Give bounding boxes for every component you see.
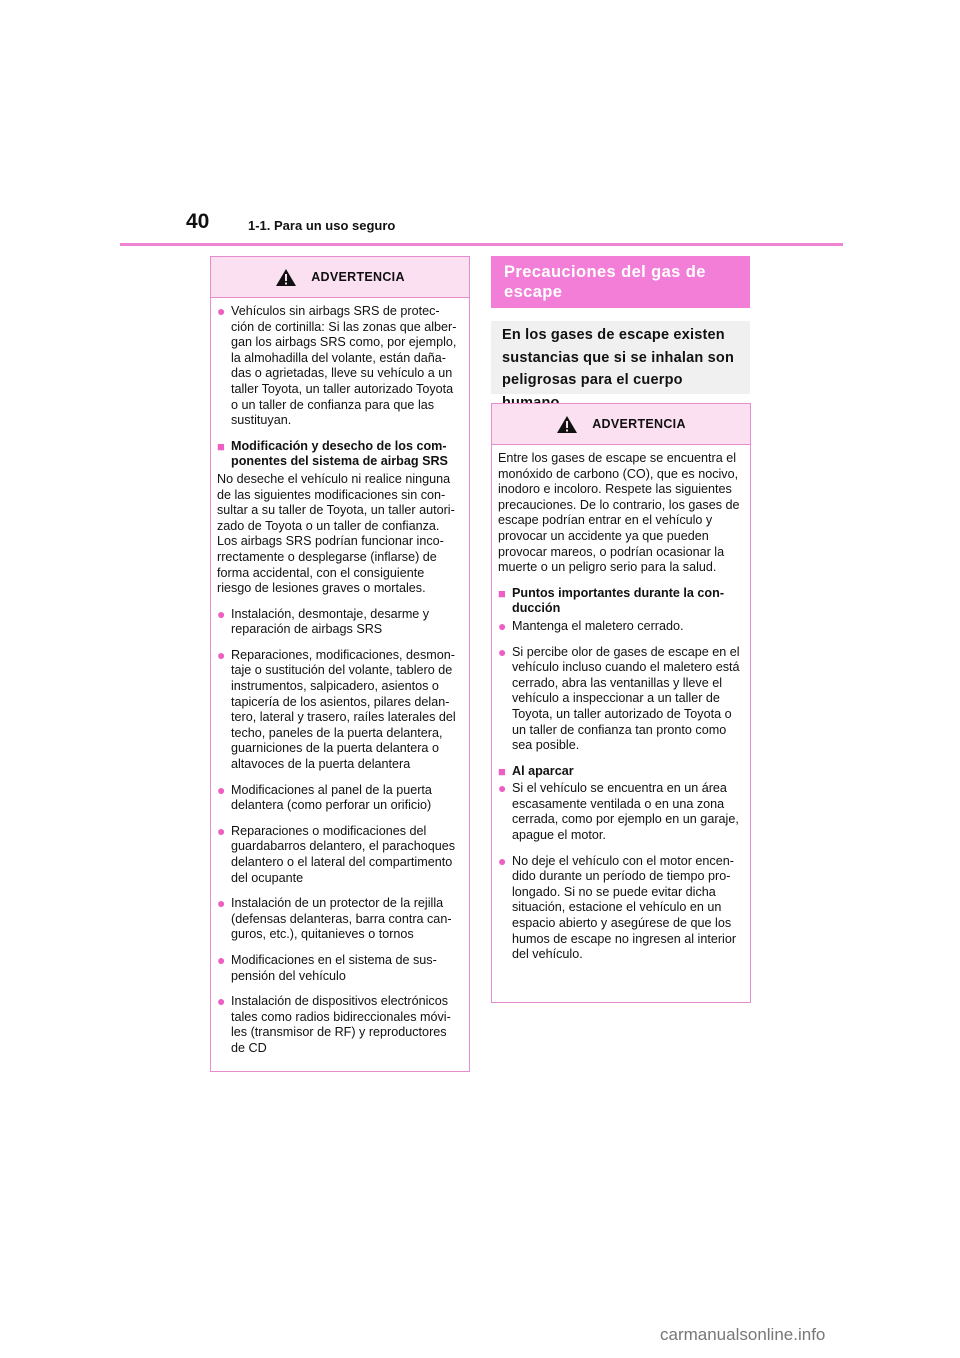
round-bullet-icon: ●: [498, 617, 507, 634]
list-item: [498, 854, 740, 963]
intro-text: En los gases de escape existen sustancias que si se inhalan son peligrosas para el cuerpo: [491, 321, 750, 394]
warning-triangle-icon: [556, 415, 578, 434]
page-number: 40: [186, 210, 210, 233]
list-item: [217, 953, 459, 984]
item-text: Instalación, desmontaje, desarme y reparación de airbags SRS: [231, 606, 430, 637]
item-text: Instalación de dispositivos electrónicos tales como radios bidireccionales móvi-les (transmisor de RF) y reproductores de CD: [231, 994, 451, 1055]
round-bullet-icon: ●: [217, 993, 226, 1010]
item-text: Si percibe olor de gases de escape en el vehículo incluso cuando el maletero está cerrado, abra las ventanillas y lleve el vehículo a inspeccionar a un taller de Toyota, un taller autorizado de Toyota o un taller de confianza tan pronto como sea posible.: [512, 644, 740, 753]
list-item: [498, 781, 740, 843]
round-bullet-icon: ●: [217, 303, 226, 319]
round-bullet-icon: ●: [217, 951, 226, 968]
section-heading-band: [491, 256, 750, 308]
item-text: Reparaciones o modificaciones del guardabarros delantero, el parachoques delantero o el lateral del compartimento del ocupante: [231, 823, 456, 885]
list-item: [217, 607, 459, 638]
item-text: Puntos importantes durante la con-ducción: [512, 585, 725, 616]
section-heading-line-1: Precauciones del gas de: [504, 263, 706, 281]
item-text: Instalación de un protector de la rejilla (defensas delanteras, barra contra can-guros, etc.), quitanieves o tornos: [231, 896, 452, 942]
subheading: [498, 586, 740, 617]
section-heading-line-2: escape: [504, 283, 563, 301]
item-text: Al aparcar: [512, 763, 574, 778]
item-text: No deje el vehículo con el motor encen-dido durante un período de tiempo pro-longado. Si no se puede evitar dicha situación, estacione el vehículo en un espacio abierto y asegúrese de que los humos de escape no ingresen al interior del vehículo.: [512, 853, 737, 962]
list-item: [217, 783, 459, 814]
list-item: [217, 994, 459, 1056]
round-bullet-icon: ●: [217, 781, 226, 798]
round-bullet-icon: ●: [498, 643, 507, 660]
paragraph: No deseche el vehículo ni realice ninguna de las siguientes modificaciones sin con-sultar a su taller de Toyota, un taller autori-zado de Toyota o un taller de confianza. Los airbags SRS podrían funcionar inco-rrectamente o desplegarse (inflarse) de forma accidental, con el consiguiente riesgo de lesiones graves o mortales.: [217, 471, 455, 596]
round-bullet-icon: ●: [217, 646, 226, 663]
square-bullet-icon: ■: [498, 763, 506, 779]
item-text: Si el vehículo se encuentra en un área escasamente ventilada o en una zona cerrada, como por ejemplo en un garaje, apague el motor.: [512, 781, 739, 843]
item-text: Mantenga el maletero cerrado.: [512, 618, 684, 633]
list-item: [217, 824, 459, 886]
list-item: [217, 304, 459, 429]
round-bullet-icon: ●: [217, 822, 226, 839]
round-bullet-icon: ●: [217, 895, 226, 912]
item-text: Modificación y desecho de los com-ponentes del sistema de airbag SRS: [231, 438, 448, 469]
list-item: [498, 619, 740, 635]
left-warning-box: [210, 256, 470, 1072]
round-bullet-icon: ●: [498, 780, 507, 797]
item-text: Modificaciones en el sistema de sus-pensión del vehículo: [231, 952, 437, 983]
subheading: [217, 439, 459, 470]
warning-triangle-icon: [275, 268, 297, 287]
round-bullet-icon: ●: [498, 852, 507, 869]
round-bullet-icon: ●: [217, 605, 226, 622]
square-bullet-icon: ■: [498, 585, 506, 601]
warning-body: [492, 445, 750, 981]
warning-label: ADVERTENCIA: [311, 270, 405, 284]
warning-body: [211, 298, 469, 1075]
paragraph: Entre los gases de escape se encuentra el monóxido de carbono (CO), que es nocivo, inodoro e incoloro. Respete las siguientes precauciones. De lo contrario, los gases de escape podrían entrar en el vehículo y provocar un accidente ya que pueden provocar mareos, o podrían ocasionar la muerte o un peligro serio para la salud.: [498, 451, 740, 575]
section-title: 1-1. Para un uso seguro: [248, 218, 396, 233]
square-bullet-icon: ■: [217, 438, 225, 454]
warning-header: [211, 257, 469, 298]
item-text: Modificaciones al panel de la puerta delantera (como perforar un orificio): [231, 782, 432, 813]
header-rule: [120, 243, 843, 246]
list-item: [217, 648, 459, 773]
list-item: [498, 645, 740, 754]
right-warning-box: [491, 403, 751, 1003]
warning-label: ADVERTENCIA: [592, 417, 686, 431]
warning-header: [492, 404, 750, 445]
item-text: Vehículos sin airbags SRS de protec-ción de cortinilla: Si las zonas que alber-gan los airbags SRS como, por ejemplo, la almohadilla del volante, están daña-das o agrietadas, lleve su vehículo a un taller Toyota, un taller autorizado Toyota o un taller de confianza para que las sustituyan.: [231, 304, 457, 428]
item-text: Reparaciones, modificaciones, desmon-taje o sustitución del volante, tablero de instrumentos, salpicadero, asientos o tapicería de los asientos, pilares delan-tero, lateral y trasero, raíles laterales del techo, paneles de la puerta delantera, guarniciones de la puerta delantera o altavoces de la puerta delantera: [231, 647, 456, 772]
list-item: [217, 896, 459, 943]
subheading: [498, 764, 740, 780]
footer-watermark: carmanualsonline.info: [660, 1325, 826, 1344]
